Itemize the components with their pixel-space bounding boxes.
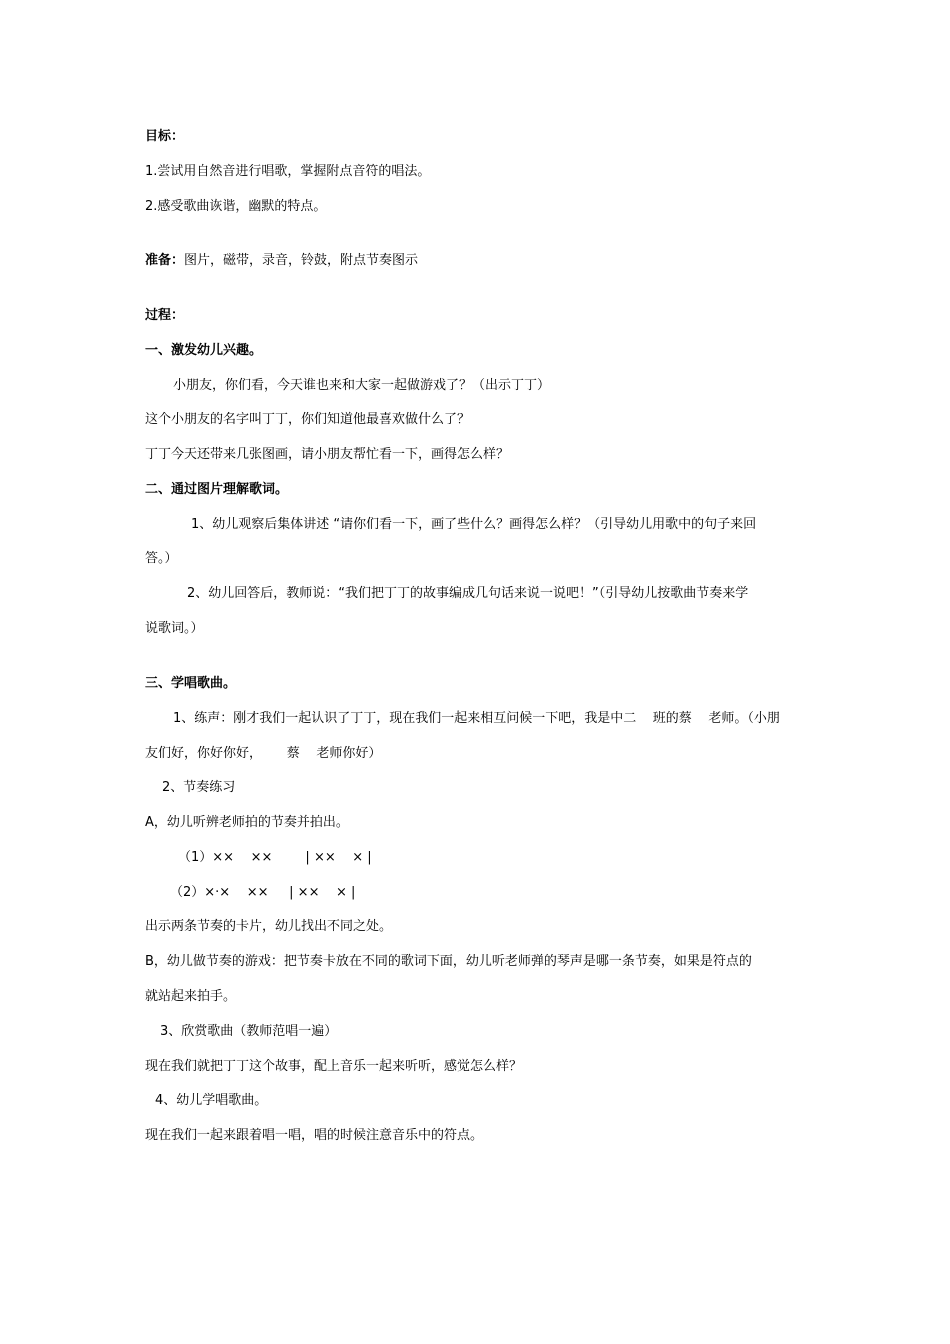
prep-line <box>145 252 815 270</box>
section-1-paragraph-1: 小朋友，你们看，今天谁也来和大家一起做游戏了？（出示丁丁） <box>173 378 551 393</box>
section-2-paragraph-2-line-2: 说歌词。） <box>145 621 204 636</box>
section-3-paragraph-1-line-2: 友们好，你好你好， 蔡 老师你好） <box>145 746 382 761</box>
section-3-heading: 三、学唱歌曲。 <box>145 676 237 691</box>
goal-heading: 目标： <box>145 129 185 144</box>
prep-text: 图片，磁带，录音，铃鼓，附点节奏图示 <box>184 253 419 268</box>
section-3-item-3-text: 现在我们就把丁丁这个故事，配上音乐一起来听听，感觉怎么样？ <box>145 1059 523 1074</box>
section-3-item-4-text: 现在我们一起来跟着唱一唱，唱的时候注意音乐中的符点。 <box>145 1128 484 1143</box>
section-3-item-b-line-2: 就站起来拍手。 <box>145 989 237 1004</box>
section-1-paragraph-2: 这个小朋友的名字叫丁丁，你们知道他最喜欢做什么了？ <box>145 412 471 427</box>
section-1-paragraph-3: 丁丁今天还带来几张图画，请小朋友帮忙看一下，画得怎么样？ <box>145 447 510 462</box>
rhythm-pattern-1: （1）×× ×× | ×× × | <box>178 850 372 865</box>
rhythm-pattern-2: （2）×·× ×× | ×× × | <box>170 885 356 900</box>
prep-label: 准备： <box>145 253 185 268</box>
section-3-item-a: A，幼儿听辨老师拍的节奏并拍出。 <box>145 815 349 830</box>
process-heading: 过程： <box>145 308 185 323</box>
section-3-paragraph-1-line-1: 1、练声：刚才我们一起认识了丁丁，现在我们一起来相互问候一下吧，我是中二 班的蔡 老师。（小朋 <box>173 711 780 726</box>
section-3-item-3: 3、欣赏歌曲（教师范唱一遍） <box>160 1024 338 1039</box>
section-3-item-2: 2、节奏练习 <box>162 780 236 795</box>
section-3-item-4: 4、幼儿学唱歌曲。 <box>155 1093 268 1108</box>
section-3-item-b-line-1: B，幼儿做节奏的游戏：把节奏卡放在不同的歌词下面，幼儿听老师弹的琴声是哪一条节奏，如果是符点的 <box>145 954 752 969</box>
section-2-paragraph-1-line-2: 答。） <box>145 551 178 566</box>
section-2-paragraph-1-line-1: 1、幼儿观察后集体讲述 “请你们看一下，画了些什么？画得怎么样？（引导幼儿用歌中的句子来回 <box>191 517 757 532</box>
goal-item-1: 1.尝试用自然音进行唱歌，掌握附点音符的唱法。 <box>145 164 431 179</box>
section-2-heading: 二、通过图片理解歌词。 <box>145 482 289 497</box>
goal-item-2: 2.感受歌曲诙谐，幽默的特点。 <box>145 199 327 214</box>
section-1-heading: 一、激发幼儿兴趣。 <box>145 343 263 358</box>
section-3-cards-text: 出示两条节奏的卡片，幼儿找出不同之处。 <box>145 919 393 934</box>
section-2-paragraph-2-line-1: 2、幼儿回答后，教师说：“我们把丁丁的故事编成几句话来说一说吧！”（引导幼儿按歌曲节奏来学 <box>187 586 749 601</box>
